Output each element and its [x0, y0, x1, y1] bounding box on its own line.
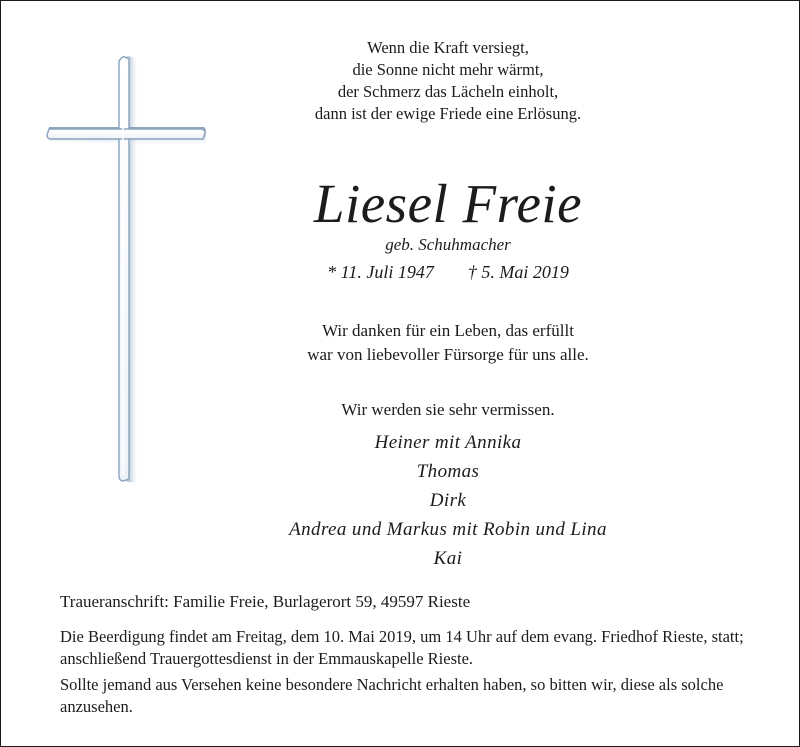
birth-name: geb. Schuhmacher: [385, 235, 511, 254]
funeral-info: [60, 626, 760, 718]
family-member: Kai: [433, 548, 463, 569]
birth-date: * 11. Juli 1947: [327, 262, 434, 282]
mourning-address: Traueranschrift: Familie Freie, Burlagerort 59, 49597 Rieste: [60, 592, 471, 611]
poem-line: Wenn die Kraft versiegt,: [367, 38, 529, 57]
death-date: † 5. Mai 2019: [467, 262, 569, 282]
family-member: Heiner mit Annika: [374, 432, 522, 453]
miss-text: Wir werden sie sehr vermissen.: [341, 400, 555, 419]
deceased-name: Liesel Freie: [313, 173, 583, 234]
family-member: Thomas: [416, 461, 480, 482]
family-member: Andrea und Markus mit Robin und Lina: [289, 519, 607, 540]
poem-line: die Sonne nicht mehr wärmt,: [352, 60, 544, 79]
thanks-text: [243, 319, 653, 367]
family-member: Dirk: [429, 490, 467, 511]
notice-paragraph: Sollte jemand aus Versehen keine besondere Nachricht erhalten haben, so bitten wir, diese als solche anzusehen.: [60, 675, 724, 716]
funeral-paragraph: Die Beerdigung findet am Freitag, dem 10. Mai 2019, um 14 Uhr auf dem evang. Friedhof Rieste, statt; anschließend Trauergottesdienst in der Emmauskapelle Rieste.: [60, 627, 744, 668]
life-dates: [243, 260, 653, 284]
poem-line: dann ist der ewige Friede eine Erlösung.: [314, 104, 582, 123]
thanks-line: war von liebevoller Fürsorge für uns alle.: [307, 345, 589, 364]
cross-icon: [45, 55, 207, 485]
thanks-line: Wir danken für ein Leben, das erfüllt: [322, 321, 574, 340]
poem: [243, 37, 653, 125]
family-list: [223, 428, 673, 573]
poem-line: der Schmerz das Lächeln einholt,: [337, 82, 559, 101]
